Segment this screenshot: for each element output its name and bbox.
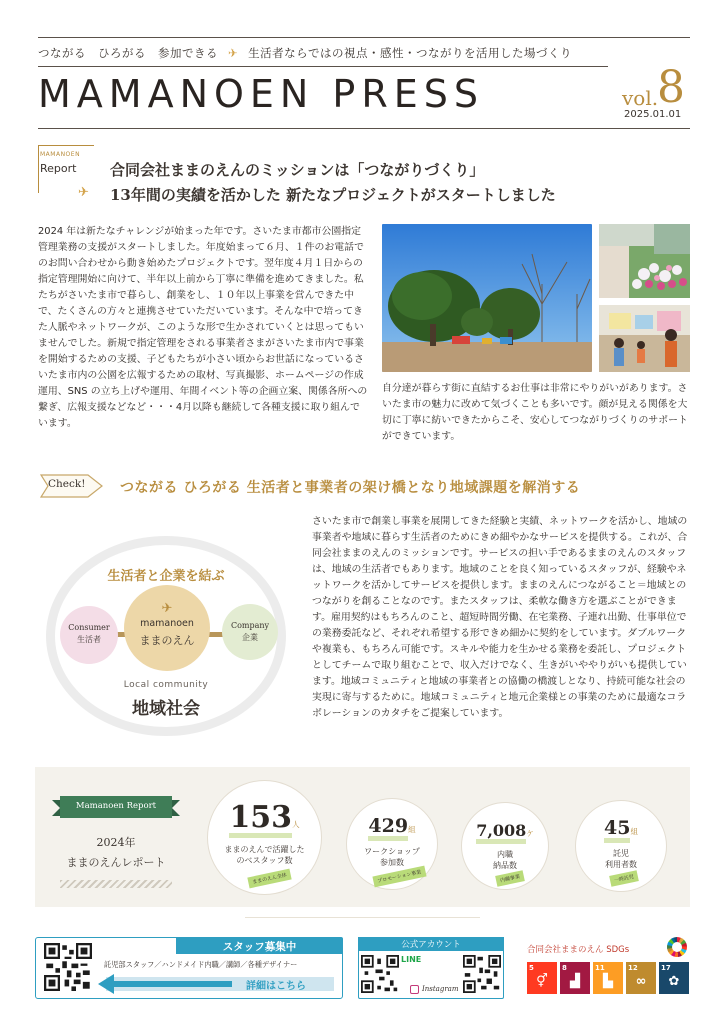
stat-label-2: 参加数: [380, 858, 404, 867]
stat-tag: プロモーション事業: [372, 866, 426, 888]
arrow-left-icon: [98, 974, 114, 994]
ribbon-tail-right: [172, 800, 180, 816]
recruit-qr-code[interactable]: [44, 943, 92, 991]
instagram-qr-code[interactable]: [463, 955, 501, 993]
report-label: Report: [40, 162, 77, 175]
recruit-title: スタッフ募集中: [222, 941, 297, 953]
stat-label-1: 託児: [613, 849, 629, 858]
event-photo: [599, 305, 690, 372]
stat-tag: 一時託児: [609, 870, 639, 887]
sdg-number: 17: [661, 964, 671, 972]
stat-unit: 人: [292, 820, 300, 829]
stat-unit: 組: [630, 827, 638, 836]
report-title: ままのえんレポート: [66, 856, 166, 869]
sdg-goal-11: [593, 962, 623, 994]
stat-label-2: 納品数: [493, 861, 517, 870]
stat-label-1: 内職: [497, 850, 513, 859]
community-jp: 地域社会: [132, 699, 200, 719]
report-headline-1: 合同会社ままのえんのミッションは「つながりづくり」: [110, 161, 485, 179]
sdgs-title: 合同会社ままのえん SDGs: [527, 945, 630, 955]
gender-equality-icon: ⚥: [536, 974, 548, 989]
stat-value: 7,008: [476, 823, 526, 844]
tagline-right: 生活者ならではの視点・感性・つながりを活用した場づくり: [248, 46, 573, 60]
company-circle: [222, 604, 278, 660]
footer-separator: [245, 917, 480, 918]
instagram-label: Instagram: [422, 985, 459, 993]
sdg-number: 5: [529, 964, 534, 972]
stat-childcare: [575, 800, 667, 892]
stat-label-2: 利用者数: [605, 860, 637, 869]
city-icon: ▙: [603, 974, 613, 989]
vol-prefix: vol.: [622, 86, 659, 110]
mamanoen-jp: ままのえん: [139, 634, 195, 647]
check-badge-text: Check!: [48, 478, 86, 490]
sdg-number: 12: [628, 964, 638, 972]
flower-photo: [599, 224, 690, 298]
report-body-2: 自分達が暮らす街に直結するお仕事は非常にやりがいがあります。さいたま市の魅力に改めて気づくことも多いです。顔が見える関係を大切に丁寧に紡いできたからこそ、安心してつながりづくりのサポートができています。: [382, 383, 688, 442]
stat-label-2: のべスタッフ数: [236, 856, 293, 865]
hatch-decoration: [60, 880, 172, 888]
partnership-icon: ✿: [668, 974, 680, 989]
sdg-goal-8: [560, 962, 590, 994]
sdg-goal-17: [659, 962, 689, 994]
masthead-title: MAMANOEN PRESS: [38, 72, 484, 116]
stat-value: 153: [229, 803, 292, 838]
report-headline-2: 13年間の実績を活かした 新たなプロジェクトがスタートしました: [110, 186, 556, 204]
report-year: 2024年: [96, 836, 136, 849]
ribbon-tail-left: [52, 800, 60, 816]
arrow-shaft: [112, 981, 232, 987]
park-photo: [382, 224, 592, 372]
sdgs-wheel-center: [672, 942, 682, 952]
consumer-jp: 生活者: [77, 635, 101, 644]
header-top-rule: [38, 37, 690, 38]
sdg-number: 8: [562, 964, 567, 972]
report-label-small: MAMANOEN: [40, 151, 81, 158]
stat-value: 45: [604, 819, 630, 843]
report-ribbon-text: Mamanoen Report: [75, 801, 157, 811]
swallow-icon: ✈: [78, 185, 89, 200]
sdg-goal-12: [626, 962, 656, 994]
stat-workshop: [346, 798, 438, 890]
company-en: Company: [230, 621, 270, 630]
header-mid-rule: [38, 66, 608, 67]
growth-chart-icon: ▟: [570, 974, 580, 989]
stat-piecework: [461, 802, 549, 890]
mission-body: さいたま市で創業し事業を展開してきた経験と実績、ネットワークを活かし、地域の事業者や地域に暮らす生活者のためにきめ細やかなサービスを提供する。これが、合同会社ままのえんのミッションです。サービスの担い手であるままのえんのスタッフは、地域の生活者でもあります。地域のことを良く知っているスタッフが、経験やネットワークを活かしてサービスを提供します。ままのえんにつながること＝地域とのつながりを創ることなのです。またスタッフは、柔軟な働き方を選ぶことができます。雇用契約はもちろんのこと、超短時間労働、在宅業務、子連れ出勤、仕事単位での業務委託など、それぞれ希望する形できめ細かに契約をしています。ダブルワークや複業も、もちろん可能です。スキルや能力を生かせる業務を委託し、プロジェクトとしてチームで取り組むことで、収入だけでなく、生きがいややりがいも提供しています。地域コミュニティと地域の事業者との協働の橋渡しとなり、持続可能な社会の実現に寄与するために。地域コミュニティと地元企業様との事業のために最適なコラボレーションのカタチをご提案しています。: [312, 516, 688, 719]
sdg-goal-5: [527, 962, 557, 994]
stat-unit: ケ: [526, 829, 534, 838]
instagram-icon: [410, 985, 419, 994]
stat-staff: [207, 780, 322, 895]
stat-unit: 組: [408, 825, 416, 834]
mamanoen-circle: [124, 585, 210, 671]
check-heading: つながる ひろがる 生活者と事業者の架け橋となり地域課題を解消する: [120, 480, 581, 496]
stat-tag: 内職事業: [495, 870, 525, 887]
mamanoen-en: mamanoen: [140, 618, 194, 629]
issue-date: 2025.01.01: [624, 109, 682, 120]
header-bottom-rule: [38, 128, 690, 129]
tagline-left: つながる ひろがる 参加できる: [38, 46, 218, 60]
sdg-number: 11: [595, 964, 605, 972]
consumer-en: Consumer: [68, 623, 110, 632]
details-link[interactable]: 詳細はこちら: [246, 981, 306, 992]
report-body-1: 2024 年は新たなチャレンジが始まった年です。さいたま市都市公園指定管理業務の支援がスタートしました。年度始まって６月、１件のお電話でのお問い合わせから動き始めたプロジェクトです。翌年度４月１日からの指定管理開始に向けて、半年以上前から丁寧に準備を進めてきました。私たちがさいたま市で暮らし、創業をし、１０年以上事業を営んできた中で、たくさんの方々と連携させていただいています。そんな中で培ってきた人脈やネットワークが、このような形で生かされていくとは思ってもいませんでした。新規で指定管理をされる事業者さまがさいたま市内で事業を開始するための支援、子どもたちが小さい頃からお世話になっているさいたま市内の公園を広報するための取材、写真撮影、ホームページの作成運用、SNS の立ち上げや運用、年間イベント等の企画立案、関係各所への繋ぎ、広報支援などなど・・・4月以降も継続して各種支援に取り組んでいます。: [38, 226, 368, 429]
stat-tag: ままのえん全体: [247, 869, 291, 889]
infinity-icon: ∞: [635, 974, 647, 989]
stat-label-1: ままのえんで活躍した: [224, 845, 305, 854]
company-jp: 企業: [242, 633, 258, 642]
official-accounts-title: 公式アカウント: [401, 940, 461, 950]
community-en: Local community: [123, 680, 209, 690]
diagram-title: 生活者と企業を結ぶ: [107, 569, 225, 584]
stat-label-1: ワークショップ: [364, 847, 420, 856]
swallow-icon: ✈: [161, 601, 173, 616]
consumer-circle: [60, 606, 118, 664]
header-tagline: [38, 45, 690, 61]
stat-value: 429: [368, 817, 408, 841]
recruit-positions: 託児部スタッフ／ハンドメイド内職／講師／各種デザイナー: [104, 960, 298, 969]
vol-number: 8: [657, 62, 685, 113]
line-qr-code[interactable]: [361, 955, 399, 993]
swallow-icon: ✈: [228, 46, 239, 60]
line-label: LINE: [401, 955, 422, 964]
